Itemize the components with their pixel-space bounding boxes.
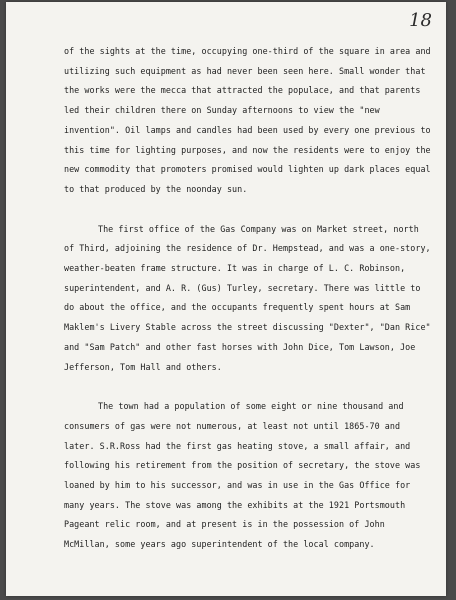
document-body <box>64 42 434 555</box>
paragraph-3: The town had a population of some eight or nine thousand and consumers of gas were not numerous, at least not until 1865-70 and later. S.R.Ross had the first gas heating stove, a small affair, and following his retirement from the position of secretary, the stove was loaned by him to his successor, and was in use in the Gas Office for many years. The stove was among the exhibits at the 1921 Portsmouth Pageant relic room, and at present is in the possession of John McMillan, some years ago superintendent of the local company. <box>64 401 421 550</box>
document-page <box>6 2 446 596</box>
paragraph-2: The first office of the Gas Company was on Market street, north of Third, adjoining the residence of Dr. Hempstead, and was a one-story, weather-beaten frame structure. It was in charge of L. C. Robinson, superintendent, and A. R. (Gus) Turley, secretary. There was little to do about the office, and the occupants frequently spent hours at Sam Maklem's Livery Stable across the street discussing "Dexter", "Dan Rice" and "Sam Patch" and other fast horses with John Dice, Tom Lawson, Joe Jefferson, Tom Hall and others. <box>64 223 431 372</box>
paragraph-1: of the sights at the time, occupying one-third of the square in area and utilizing such equipment as had never been seen here. Small wonder that the works were the mecca that attracted the populace, and that parents led their children there on Sunday afternoons to view the "new invention". Oil lamps and candles had been used by every one previous to this time for lighting purposes, and now the residents were to enjoy the new commodity that promoters promised would lighten up dark places equal to that produced by the noonday sun. <box>64 46 431 194</box>
page-number: 18 <box>409 10 432 31</box>
